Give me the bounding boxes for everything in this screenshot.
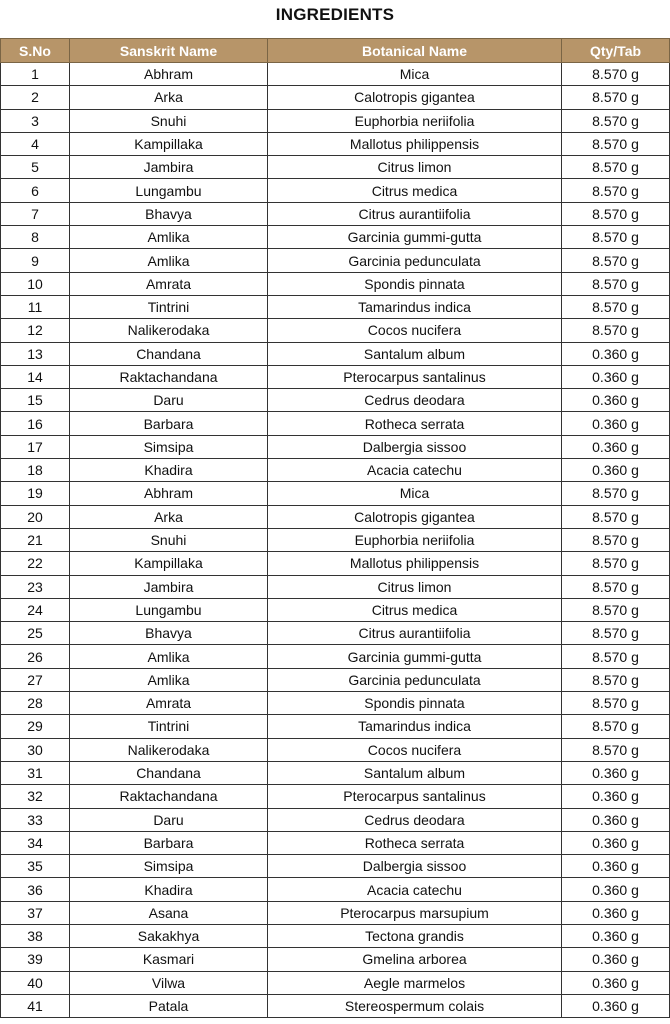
cell-qty: 0.360 g bbox=[562, 459, 670, 482]
cell-qty: 0.360 g bbox=[562, 808, 670, 831]
cell-botanical-name: Dalbergia sissoo bbox=[268, 855, 562, 878]
table-row bbox=[1, 971, 670, 994]
cell-sno: 3 bbox=[1, 109, 70, 132]
cell-qty: 0.360 g bbox=[562, 761, 670, 784]
cell-botanical-name: Garcinia gummi-gutta bbox=[268, 645, 562, 668]
table-row bbox=[1, 552, 670, 575]
cell-qty: 8.570 g bbox=[562, 295, 670, 318]
cell-qty: 8.570 g bbox=[562, 738, 670, 761]
cell-qty: 0.360 g bbox=[562, 412, 670, 435]
cell-qty: 8.570 g bbox=[562, 132, 670, 155]
cell-sno: 2 bbox=[1, 86, 70, 109]
cell-botanical-name: Cocos nucifera bbox=[268, 319, 562, 342]
cell-sanskrit-name: Nalikerodaka bbox=[70, 738, 268, 761]
header-sno: S.No bbox=[1, 39, 70, 63]
table-row bbox=[1, 482, 670, 505]
cell-sno: 11 bbox=[1, 295, 70, 318]
table-row bbox=[1, 528, 670, 551]
cell-sno: 10 bbox=[1, 272, 70, 295]
cell-sanskrit-name: Jambira bbox=[70, 156, 268, 179]
cell-sanskrit-name: Barbara bbox=[70, 831, 268, 854]
cell-sanskrit-name: Snuhi bbox=[70, 109, 268, 132]
table-row bbox=[1, 389, 670, 412]
cell-qty: 8.570 g bbox=[562, 482, 670, 505]
cell-botanical-name: Citrus aurantiifolia bbox=[268, 622, 562, 645]
table-row bbox=[1, 63, 670, 86]
cell-botanical-name: Mallotus philippensis bbox=[268, 552, 562, 575]
cell-sno: 6 bbox=[1, 179, 70, 202]
cell-sno: 34 bbox=[1, 831, 70, 854]
cell-botanical-name: Tectona grandis bbox=[268, 924, 562, 947]
cell-sanskrit-name: Vilwa bbox=[70, 971, 268, 994]
cell-botanical-name: Spondis pinnata bbox=[268, 272, 562, 295]
cell-sno: 38 bbox=[1, 924, 70, 947]
cell-sno: 20 bbox=[1, 505, 70, 528]
cell-sno: 4 bbox=[1, 132, 70, 155]
cell-sanskrit-name: Kampillaka bbox=[70, 552, 268, 575]
cell-botanical-name: Euphorbia neriifolia bbox=[268, 109, 562, 132]
cell-sanskrit-name: Amrata bbox=[70, 272, 268, 295]
cell-sno: 35 bbox=[1, 855, 70, 878]
cell-botanical-name: Cocos nucifera bbox=[268, 738, 562, 761]
cell-sno: 19 bbox=[1, 482, 70, 505]
cell-qty: 8.570 g bbox=[562, 575, 670, 598]
cell-botanical-name: Mica bbox=[268, 63, 562, 86]
cell-botanical-name: Euphorbia neriifolia bbox=[268, 528, 562, 551]
cell-botanical-name: Pterocarpus marsupium bbox=[268, 901, 562, 924]
cell-qty: 8.570 g bbox=[562, 272, 670, 295]
cell-qty: 8.570 g bbox=[562, 692, 670, 715]
cell-botanical-name: Citrus limon bbox=[268, 575, 562, 598]
cell-sanskrit-name: Sakakhya bbox=[70, 924, 268, 947]
cell-sanskrit-name: Jambira bbox=[70, 575, 268, 598]
table-row bbox=[1, 924, 670, 947]
cell-sanskrit-name: Nalikerodaka bbox=[70, 319, 268, 342]
table-body bbox=[1, 63, 670, 1018]
ingredients-table bbox=[0, 38, 670, 1018]
cell-sno: 41 bbox=[1, 994, 70, 1017]
cell-sanskrit-name: Barbara bbox=[70, 412, 268, 435]
table-row bbox=[1, 505, 670, 528]
cell-sno: 40 bbox=[1, 971, 70, 994]
cell-qty: 8.570 g bbox=[562, 668, 670, 691]
cell-sanskrit-name: Patala bbox=[70, 994, 268, 1017]
cell-sanskrit-name: Arka bbox=[70, 86, 268, 109]
table-row bbox=[1, 668, 670, 691]
cell-botanical-name: Stereospermum colais bbox=[268, 994, 562, 1017]
table-header-row bbox=[1, 39, 670, 63]
cell-sno: 15 bbox=[1, 389, 70, 412]
table-row bbox=[1, 365, 670, 388]
cell-qty: 8.570 g bbox=[562, 109, 670, 132]
table-row bbox=[1, 808, 670, 831]
cell-sno: 31 bbox=[1, 761, 70, 784]
cell-sno: 18 bbox=[1, 459, 70, 482]
cell-qty: 8.570 g bbox=[562, 552, 670, 575]
cell-qty: 8.570 g bbox=[562, 63, 670, 86]
cell-sno: 33 bbox=[1, 808, 70, 831]
cell-sno: 29 bbox=[1, 715, 70, 738]
cell-qty: 0.360 g bbox=[562, 971, 670, 994]
cell-qty: 0.360 g bbox=[562, 948, 670, 971]
cell-qty: 8.570 g bbox=[562, 715, 670, 738]
cell-sanskrit-name: Amlika bbox=[70, 645, 268, 668]
cell-botanical-name: Gmelina arborea bbox=[268, 948, 562, 971]
cell-qty: 8.570 g bbox=[562, 598, 670, 621]
cell-sno: 22 bbox=[1, 552, 70, 575]
cell-sanskrit-name: Snuhi bbox=[70, 528, 268, 551]
cell-botanical-name: Rotheca serrata bbox=[268, 412, 562, 435]
cell-sanskrit-name: Daru bbox=[70, 389, 268, 412]
cell-sanskrit-name: Chandana bbox=[70, 761, 268, 784]
cell-sno: 37 bbox=[1, 901, 70, 924]
cell-sno: 39 bbox=[1, 948, 70, 971]
cell-sanskrit-name: Raktachandana bbox=[70, 785, 268, 808]
cell-sno: 9 bbox=[1, 249, 70, 272]
cell-sno: 28 bbox=[1, 692, 70, 715]
table-row bbox=[1, 412, 670, 435]
cell-sanskrit-name: Abhram bbox=[70, 482, 268, 505]
cell-sno: 32 bbox=[1, 785, 70, 808]
cell-sno: 5 bbox=[1, 156, 70, 179]
cell-botanical-name: Mallotus philippensis bbox=[268, 132, 562, 155]
cell-sanskrit-name: Bhavya bbox=[70, 622, 268, 645]
cell-botanical-name: Tamarindus indica bbox=[268, 295, 562, 318]
cell-sanskrit-name: Kasmari bbox=[70, 948, 268, 971]
cell-sanskrit-name: Khadira bbox=[70, 459, 268, 482]
page-title: INGREDIENTS bbox=[275, 5, 395, 24]
cell-sno: 7 bbox=[1, 202, 70, 225]
table-row bbox=[1, 622, 670, 645]
cell-sno: 26 bbox=[1, 645, 70, 668]
cell-qty: 0.360 g bbox=[562, 855, 670, 878]
cell-sno: 16 bbox=[1, 412, 70, 435]
cell-qty: 8.570 g bbox=[562, 156, 670, 179]
cell-sanskrit-name: Amlika bbox=[70, 226, 268, 249]
cell-sanskrit-name: Amlika bbox=[70, 668, 268, 691]
table-row bbox=[1, 715, 670, 738]
cell-sno: 24 bbox=[1, 598, 70, 621]
cell-qty: 8.570 g bbox=[562, 319, 670, 342]
cell-qty: 0.360 g bbox=[562, 878, 670, 901]
table-row bbox=[1, 645, 670, 668]
cell-sno: 23 bbox=[1, 575, 70, 598]
table-row bbox=[1, 855, 670, 878]
cell-botanical-name: Dalbergia sissoo bbox=[268, 435, 562, 458]
cell-botanical-name: Garcinia pedunculata bbox=[268, 668, 562, 691]
cell-sanskrit-name: Lungambu bbox=[70, 598, 268, 621]
table-row bbox=[1, 901, 670, 924]
cell-botanical-name: Santalum album bbox=[268, 342, 562, 365]
cell-sanskrit-name: Kampillaka bbox=[70, 132, 268, 155]
cell-botanical-name: Cedrus deodara bbox=[268, 808, 562, 831]
table-row bbox=[1, 132, 670, 155]
cell-sanskrit-name: Daru bbox=[70, 808, 268, 831]
cell-botanical-name: Garcinia gummi-gutta bbox=[268, 226, 562, 249]
table-row bbox=[1, 878, 670, 901]
cell-qty: 0.360 g bbox=[562, 365, 670, 388]
cell-qty: 8.570 g bbox=[562, 202, 670, 225]
cell-botanical-name: Rotheca serrata bbox=[268, 831, 562, 854]
table-row bbox=[1, 226, 670, 249]
cell-qty: 0.360 g bbox=[562, 924, 670, 947]
cell-sno: 12 bbox=[1, 319, 70, 342]
cell-qty: 8.570 g bbox=[562, 622, 670, 645]
cell-botanical-name: Citrus limon bbox=[268, 156, 562, 179]
cell-sno: 1 bbox=[1, 63, 70, 86]
header-sanskrit-name: Sanskrit Name bbox=[70, 39, 268, 63]
header-qty-per-tab: Qty/Tab bbox=[562, 39, 670, 63]
cell-sno: 8 bbox=[1, 226, 70, 249]
table-row bbox=[1, 295, 670, 318]
cell-sanskrit-name: Tintrini bbox=[70, 295, 268, 318]
cell-sanskrit-name: Simsipa bbox=[70, 435, 268, 458]
cell-qty: 8.570 g bbox=[562, 505, 670, 528]
cell-botanical-name: Santalum album bbox=[268, 761, 562, 784]
table-row bbox=[1, 319, 670, 342]
cell-qty: 0.360 g bbox=[562, 831, 670, 854]
cell-botanical-name: Aegle marmelos bbox=[268, 971, 562, 994]
cell-qty: 8.570 g bbox=[562, 528, 670, 551]
cell-botanical-name: Cedrus deodara bbox=[268, 389, 562, 412]
cell-botanical-name: Calotropis gigantea bbox=[268, 505, 562, 528]
table-row bbox=[1, 785, 670, 808]
table-row bbox=[1, 435, 670, 458]
cell-botanical-name: Acacia catechu bbox=[268, 459, 562, 482]
cell-botanical-name: Pterocarpus santalinus bbox=[268, 785, 562, 808]
cell-sno: 17 bbox=[1, 435, 70, 458]
cell-botanical-name: Citrus medica bbox=[268, 598, 562, 621]
table-row bbox=[1, 948, 670, 971]
table-row bbox=[1, 459, 670, 482]
cell-botanical-name: Spondis pinnata bbox=[268, 692, 562, 715]
cell-qty: 0.360 g bbox=[562, 435, 670, 458]
cell-botanical-name: Pterocarpus santalinus bbox=[268, 365, 562, 388]
cell-sanskrit-name: Bhavya bbox=[70, 202, 268, 225]
table-row bbox=[1, 202, 670, 225]
cell-sanskrit-name: Simsipa bbox=[70, 855, 268, 878]
table-row bbox=[1, 738, 670, 761]
cell-qty: 0.360 g bbox=[562, 785, 670, 808]
cell-sno: 27 bbox=[1, 668, 70, 691]
cell-sanskrit-name: Lungambu bbox=[70, 179, 268, 202]
table-row bbox=[1, 598, 670, 621]
cell-sanskrit-name: Chandana bbox=[70, 342, 268, 365]
cell-sanskrit-name: Amlika bbox=[70, 249, 268, 272]
cell-sanskrit-name: Amrata bbox=[70, 692, 268, 715]
cell-sanskrit-name: Raktachandana bbox=[70, 365, 268, 388]
table-row bbox=[1, 342, 670, 365]
cell-sno: 14 bbox=[1, 365, 70, 388]
cell-sno: 36 bbox=[1, 878, 70, 901]
table-row bbox=[1, 272, 670, 295]
cell-qty: 0.360 g bbox=[562, 389, 670, 412]
cell-qty: 8.570 g bbox=[562, 86, 670, 109]
cell-sanskrit-name: Abhram bbox=[70, 63, 268, 86]
cell-botanical-name: Mica bbox=[268, 482, 562, 505]
table-row bbox=[1, 249, 670, 272]
header-botanical-name: Botanical Name bbox=[268, 39, 562, 63]
cell-qty: 8.570 g bbox=[562, 179, 670, 202]
table-row bbox=[1, 761, 670, 784]
cell-botanical-name: Garcinia pedunculata bbox=[268, 249, 562, 272]
table-row bbox=[1, 179, 670, 202]
cell-sno: 30 bbox=[1, 738, 70, 761]
table-row bbox=[1, 86, 670, 109]
cell-botanical-name: Tamarindus indica bbox=[268, 715, 562, 738]
cell-sno: 21 bbox=[1, 528, 70, 551]
table-row bbox=[1, 994, 670, 1017]
cell-qty: 0.360 g bbox=[562, 342, 670, 365]
table-row bbox=[1, 575, 670, 598]
cell-sanskrit-name: Arka bbox=[70, 505, 268, 528]
cell-qty: 8.570 g bbox=[562, 645, 670, 668]
cell-sanskrit-name: Asana bbox=[70, 901, 268, 924]
cell-botanical-name: Citrus aurantiifolia bbox=[268, 202, 562, 225]
table-row bbox=[1, 156, 670, 179]
cell-qty: 8.570 g bbox=[562, 249, 670, 272]
cell-sno: 25 bbox=[1, 622, 70, 645]
cell-qty: 8.570 g bbox=[562, 226, 670, 249]
cell-botanical-name: Acacia catechu bbox=[268, 878, 562, 901]
cell-qty: 0.360 g bbox=[562, 994, 670, 1017]
cell-qty: 0.360 g bbox=[562, 901, 670, 924]
table-row bbox=[1, 831, 670, 854]
cell-sanskrit-name: Khadira bbox=[70, 878, 268, 901]
cell-sno: 13 bbox=[1, 342, 70, 365]
cell-botanical-name: Citrus medica bbox=[268, 179, 562, 202]
cell-sanskrit-name: Tintrini bbox=[70, 715, 268, 738]
table-row bbox=[1, 692, 670, 715]
table-row bbox=[1, 109, 670, 132]
cell-botanical-name: Calotropis gigantea bbox=[268, 86, 562, 109]
